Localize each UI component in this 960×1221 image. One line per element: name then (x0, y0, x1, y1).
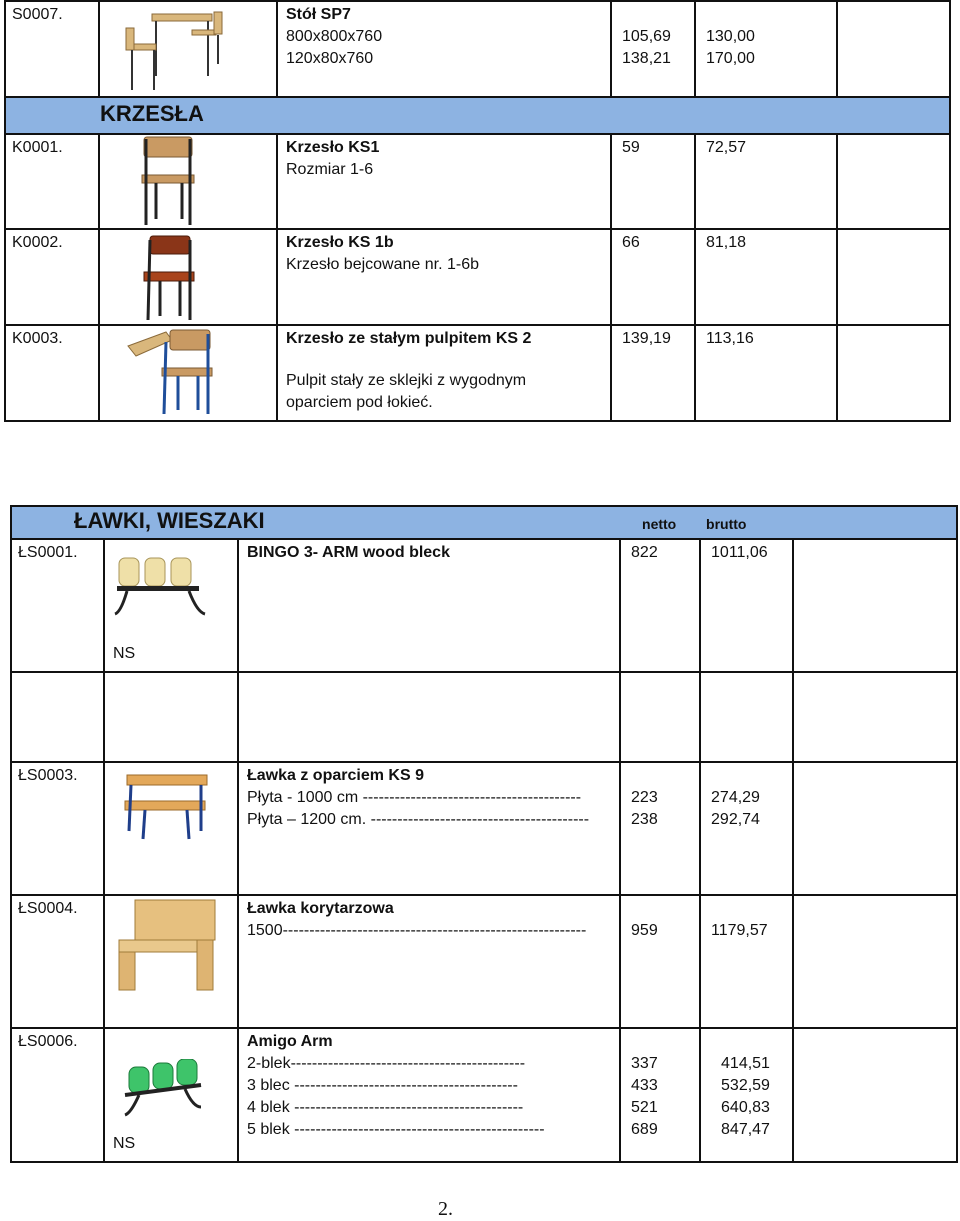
price-brutto (700, 895, 793, 1028)
price-brutto (700, 1028, 793, 1162)
empty-cell (11, 672, 104, 762)
column-header-netto: netto (642, 516, 677, 532)
empty-cell (837, 325, 950, 421)
ns-tag: NS (113, 645, 136, 662)
product-code: ŁS0004. (11, 895, 104, 1028)
column-header-brutto: brutto (706, 516, 747, 532)
price-value: 170,00 (706, 50, 755, 67)
table-row (11, 1028, 957, 1162)
product-description (238, 1028, 620, 1162)
bench-ks9-image (104, 762, 238, 895)
price-netto (620, 762, 700, 895)
table-row (11, 539, 957, 672)
product-variant: Płyta - 1000 cm ----------------------------------------- (247, 789, 582, 806)
price-value: 640,83 (721, 1099, 770, 1116)
product-description (277, 325, 611, 421)
price-value: 130,00 (706, 28, 755, 45)
product-variant: Krzesło bejcowane nr. 1-6b (286, 256, 479, 273)
empty-cell (837, 1, 950, 97)
price-value: 223 (631, 789, 658, 806)
page-number: 2. (438, 1198, 453, 1220)
empty-cell (700, 672, 793, 762)
product-variant: Pulpit stały ze sklejki z wygodnym (286, 372, 527, 389)
empty-cell (793, 672, 957, 762)
section-title: KRZESŁA (100, 101, 204, 126)
price-netto: 822 (620, 539, 700, 672)
product-code: S0007. (5, 1, 99, 97)
product-variant: 2-blek-------------------------------------------- (247, 1055, 526, 1072)
price-brutto (700, 762, 793, 895)
price-netto: 59 (611, 134, 695, 229)
product-description (277, 229, 611, 325)
chair-with-desk-image (99, 325, 277, 421)
price-value: 532,59 (721, 1077, 770, 1094)
products-table-benches (10, 505, 958, 1163)
product-variant: 800x800x760 (286, 28, 383, 45)
product-name: Ławka korytarzowa (247, 900, 394, 917)
product-code: K0001. (5, 134, 99, 229)
empty-cell (620, 672, 700, 762)
price-value: 238 (631, 811, 658, 828)
product-description (238, 762, 620, 895)
products-table-top (4, 0, 951, 422)
price-value: 414,51 (721, 1055, 770, 1072)
product-variant: 5 blek ----------------------------------------------- (247, 1121, 545, 1138)
price-netto: 66 (611, 229, 695, 325)
table-row (11, 895, 957, 1028)
table-row (5, 325, 950, 421)
price-value: 1179,57 (711, 922, 768, 939)
section-title: ŁAWKI, WIESZAKI (74, 508, 265, 533)
price-brutto: 72,57 (695, 134, 837, 229)
table-row (5, 1, 950, 97)
product-code: ŁS0006. (11, 1028, 104, 1162)
product-name: Amigo Arm (247, 1033, 333, 1050)
product-name: Krzesło ze stałym pulpitem KS 2 (286, 330, 532, 347)
price-value: 292,74 (711, 811, 760, 828)
empty-cell (104, 672, 238, 762)
product-code: ŁS0001. (11, 539, 104, 672)
product-variant: 120x80x760 (286, 50, 374, 67)
product-variant: 3 blec ------------------------------------------ (247, 1077, 518, 1094)
empty-cell (793, 506, 957, 539)
empty-cell (837, 134, 950, 229)
product-variant: oparciem pod łokieć. (286, 394, 433, 411)
chair-ks1-image (99, 134, 277, 229)
price-netto (620, 895, 700, 1028)
product-name: BINGO 3- ARM wood bleck (247, 544, 450, 561)
product-description (277, 1, 611, 97)
price-brutto (695, 1, 837, 97)
price-brutto: 113,16 (695, 325, 837, 421)
price-value: 274,29 (711, 789, 760, 806)
table-row (5, 134, 950, 229)
product-code: K0002. (5, 229, 99, 325)
bench-bingo-image (104, 539, 238, 672)
ns-tag: NS (113, 1135, 136, 1152)
empty-cell (793, 762, 957, 895)
table-row (11, 672, 957, 762)
price-value: 337 (631, 1055, 658, 1072)
product-variant: 4 blek ------------------------------------------- (247, 1099, 524, 1116)
table-row (5, 229, 950, 325)
empty-cell (793, 895, 957, 1028)
product-name: Stół SP7 (286, 6, 351, 23)
price-brutto: 81,18 (695, 229, 837, 325)
price-brutto: 1011,06 (700, 539, 793, 672)
product-name: Krzesło KS1 (286, 139, 380, 156)
price-value: 138,21 (622, 50, 671, 67)
product-variant: 1500--------------------------------------------------------- (247, 922, 587, 939)
product-name: Krzesło KS 1b (286, 234, 394, 251)
product-variant: Rozmiar 1-6 (286, 161, 374, 178)
corridor-bench-image (104, 895, 238, 1028)
product-description (238, 895, 620, 1028)
price-netto (620, 1028, 700, 1162)
product-code: K0003. (5, 325, 99, 421)
empty-cell (238, 672, 620, 762)
product-description (277, 134, 611, 229)
product-name: Ławka z oparciem KS 9 (247, 767, 424, 784)
empty-cell (793, 539, 957, 672)
bench-amigo-image (104, 1028, 238, 1162)
price-value: 105,69 (622, 28, 671, 45)
price-netto: 139,19 (611, 325, 695, 421)
empty-cell (837, 229, 950, 325)
price-value: 521 (631, 1099, 658, 1116)
product-code: ŁS0003. (11, 762, 104, 895)
price-value: 847,47 (721, 1121, 770, 1138)
price-value: 959 (631, 922, 658, 939)
table-row (11, 762, 957, 895)
table-with-chairs-image (99, 1, 277, 97)
product-description (238, 539, 620, 672)
price-value: 689 (631, 1121, 658, 1138)
chair-ks1b-image (99, 229, 277, 325)
section-header-krzesla (5, 97, 950, 134)
empty-cell (793, 1028, 957, 1162)
price-netto (611, 1, 695, 97)
product-variant: Płyta – 1200 cm. ----------------------------------------- (247, 811, 590, 828)
price-value: 433 (631, 1077, 658, 1094)
section-header-lawki (11, 506, 957, 539)
